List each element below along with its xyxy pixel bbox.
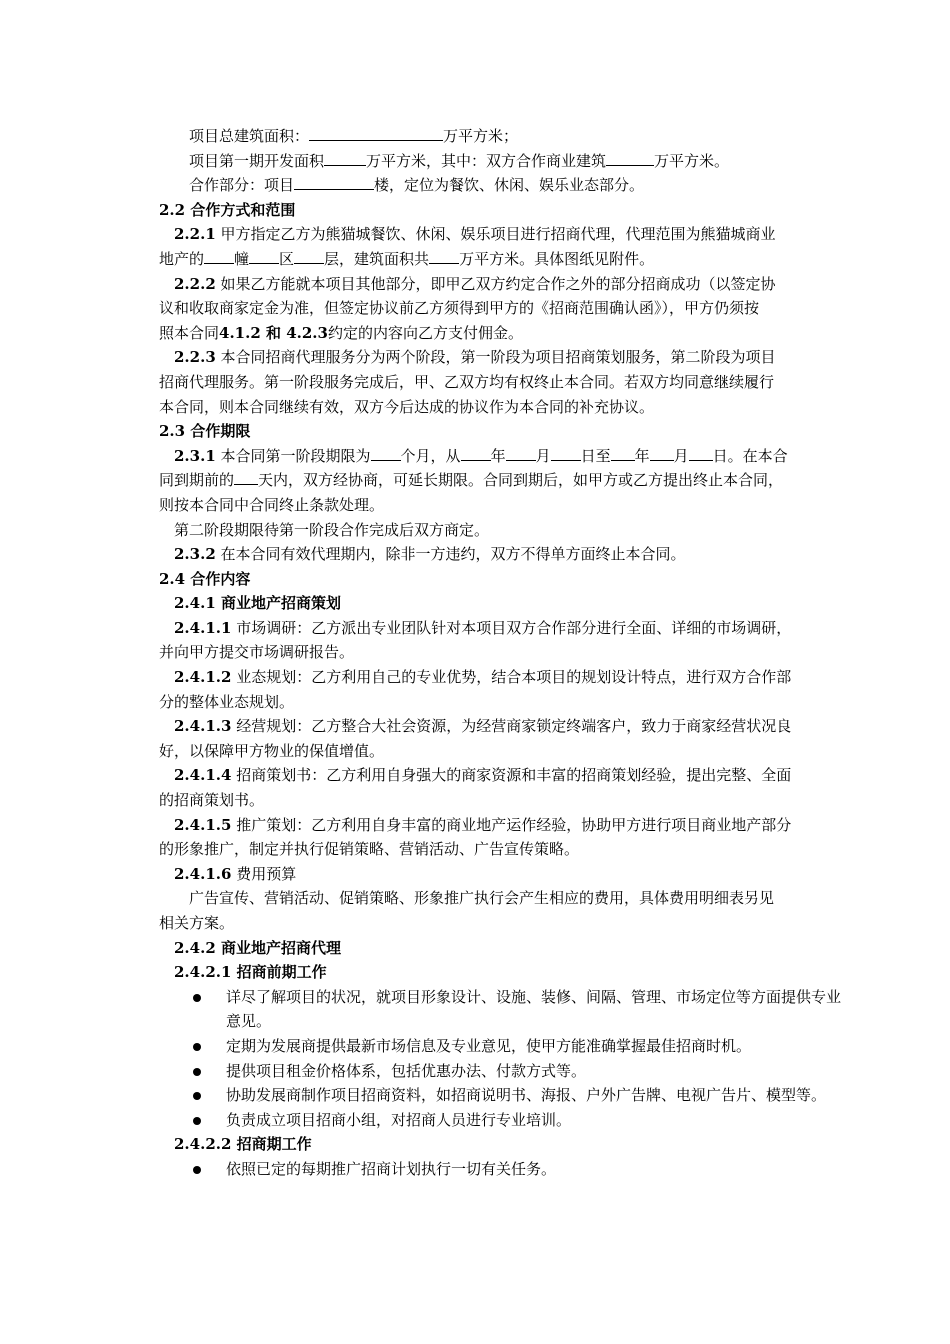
- paragraph-cont: 本合同，则本合同继续有效，双方今后达成的协议作为本合同的补充协议。: [159, 397, 655, 416]
- list-item: [159, 1034, 859, 1059]
- text: 本合同第一阶段期限为: [215, 446, 371, 465]
- list-item: [159, 1059, 859, 1084]
- paragraph-cont: 招商代理服务。第一阶段服务完成后，甲、乙双方均有权终止本合同。若双方均同意继续履行: [159, 372, 775, 391]
- bullet-icon: [193, 1092, 201, 1100]
- paragraph: [159, 616, 859, 641]
- list-item: [159, 1157, 859, 1182]
- blank-field: [234, 470, 258, 485]
- text: 项目第一期开发面积: [189, 151, 325, 170]
- text: 合作部分：项目: [189, 176, 295, 195]
- blank-field: [249, 249, 279, 264]
- clause-number: 2.2.2: [174, 274, 216, 293]
- text: 提供项目租金价格体系，包括优惠办法、付款方式等。: [226, 1061, 587, 1080]
- text: 万平方米。具体图纸见附件。: [459, 249, 655, 268]
- paragraph: [159, 763, 859, 788]
- paragraph-cont: [159, 468, 859, 493]
- clause-number: 2.4.1.3: [174, 717, 232, 736]
- blank-field: [551, 446, 581, 461]
- text: 负责成立项目招商小组，对招商人员进行专业培训。: [226, 1110, 572, 1129]
- text: 经营规划：乙方整合大社会资源，为经营商家锁定终端客户，致力于商家经营状况良: [231, 717, 792, 736]
- paragraph: [159, 173, 859, 198]
- blank-field: [506, 446, 536, 461]
- bullet-icon: [193, 1117, 201, 1125]
- text: 费用预算: [231, 864, 297, 883]
- blank-field: [461, 446, 491, 461]
- paragraph-cont: 则按本合同中合同终止条款处理。: [159, 495, 385, 514]
- paragraph-cont: 并向甲方提交市场调研报告。: [159, 643, 355, 662]
- blank-field: [309, 126, 443, 141]
- paragraph: 广告宣传、营销活动、促销策略、形象推广执行会产生相应的费用，具体费用明细表另见: [189, 889, 775, 908]
- paragraph: [159, 813, 859, 838]
- bullet-icon: [193, 1043, 201, 1051]
- text: 万平方米；: [443, 127, 519, 145]
- section-heading: 2.2 合作方式和范围: [159, 200, 296, 219]
- bullet-icon: [193, 1068, 201, 1076]
- text: 月: [535, 446, 551, 465]
- paragraph: [159, 345, 859, 370]
- text: 4.1.2 和 4.2.3: [219, 323, 328, 342]
- subsection-heading: 2.4.2.2 招商期工作: [174, 1135, 312, 1154]
- clause-number: 2.4.1.1: [174, 618, 232, 637]
- paragraph-cont: 好，以保障甲方物业的保值增值。: [159, 741, 385, 760]
- text: 市场调研：乙方派出专业团队针对本项目双方合作部分进行全面、详细的市场调研，: [231, 618, 792, 637]
- text: 协助发展商制作项目招商资料，如招商说明书、海报、户外广告牌、电视广告片、模型等。: [226, 1086, 827, 1105]
- paragraph: [159, 444, 859, 469]
- clause-number: 2.4.1.2: [174, 668, 232, 687]
- bullet-icon: [193, 1166, 201, 1174]
- text: 年: [490, 446, 506, 465]
- blank-field: [611, 446, 635, 461]
- paragraph-cont: [159, 247, 859, 272]
- clause-number: 2.3.1: [174, 446, 216, 465]
- subsection-heading: 2.4.2 商业地产招商代理: [174, 938, 341, 957]
- paragraph: [159, 714, 859, 739]
- text: 万平方米。: [654, 151, 730, 170]
- paragraph-cont: [159, 321, 859, 346]
- blank-field: [294, 175, 374, 190]
- text: 年: [634, 446, 650, 465]
- paragraph-cont: 相关方案。: [159, 914, 235, 932]
- clause-number: 2.3.2: [174, 545, 216, 564]
- text: 本合同招商代理服务分为两个阶段，第一阶段为项目招商策划服务，第二阶段为项目: [215, 348, 776, 367]
- section-heading: 2.4 合作内容: [159, 569, 251, 588]
- text: 招商策划书：乙方利用自身强大的商家资源和丰富的招商策划经验，提出完整、全面: [231, 766, 792, 785]
- text: 推广策划：乙方利用自身丰富的商业地产运作经验，协助甲方进行项目商业地产部分: [231, 815, 792, 834]
- blank-field: [324, 151, 366, 166]
- clause-number: 2.2.1: [174, 225, 216, 244]
- clause-number: 2.4.1.6: [174, 864, 232, 883]
- blank-field: [371, 446, 401, 461]
- text: 日。在本合: [712, 446, 788, 465]
- text: 万平方米，其中：双方合作商业建筑: [366, 151, 607, 170]
- text: 同到期前的: [159, 471, 235, 490]
- paragraph: [159, 272, 859, 297]
- paragraph-cont: 议和收取商家定金为准，但签定协议前乙方须得到甲方的《招商范围确认函》），甲方仍须按: [159, 299, 760, 318]
- document-page: [159, 124, 859, 1182]
- blank-field: [429, 249, 459, 264]
- text: 日至: [580, 446, 611, 465]
- text: 天内，双方经协商，可延长期限。合同到期后，如甲方或乙方提出终止本合同，: [258, 471, 784, 490]
- paragraph-cont: 的形象推广，制定并执行促销策略、营销活动、广告宣传策略。: [159, 840, 580, 859]
- blank-field: [204, 249, 234, 264]
- text: 如果乙方能就本项目其他部分，即甲乙双方约定合作之外的部分招商成功（以签定协: [215, 274, 776, 293]
- text: 幢: [234, 249, 250, 268]
- text: 楼，定位为餐饮、休闲、娱乐业态部分。: [374, 176, 645, 195]
- paragraph: 第二阶段期限待第一阶段合作完成后双方商定。: [174, 520, 490, 539]
- paragraph: [159, 124, 859, 149]
- clause-number: 2.4.1.5: [174, 815, 232, 834]
- clause-number: 2.2.3: [174, 348, 216, 367]
- list-item: [159, 1083, 846, 1108]
- text: 业态规划：乙方利用自己的专业优势，结合本项目的规划设计特点，进行双方合作部: [231, 668, 792, 687]
- text: 区: [279, 249, 295, 268]
- text: 甲方指定乙方为熊猫城餐饮、休闲、娱乐项目进行招商代理，代理范围为熊猫城商业: [215, 225, 776, 244]
- blank-field: [294, 249, 324, 264]
- text: 约定的内容向乙方支付佣金。: [327, 323, 523, 342]
- subsection-heading: 2.4.1 商业地产招商策划: [174, 594, 341, 613]
- clause-number: 2.4.1.4: [174, 766, 232, 785]
- text: 在本合同有效代理期内，除非一方违约，双方不得单方面终止本合同。: [215, 545, 686, 564]
- bullet-icon: [193, 994, 201, 1002]
- section-heading: 2.3 合作期限: [159, 422, 251, 441]
- subsection-heading: 2.4.2.1 招商前期工作: [174, 963, 327, 982]
- blank-field: [606, 151, 654, 166]
- paragraph: [159, 149, 859, 174]
- text: 详尽了解项目的状况，就项目形象设计、设施、装修、间隔、管理、市场定位等方面提供专业意见。: [226, 987, 842, 1031]
- paragraph-cont: 分的整体业态规划。: [159, 692, 295, 711]
- text: 照本合同: [159, 323, 220, 342]
- paragraph: [159, 222, 859, 247]
- paragraph: [159, 542, 859, 567]
- text: 项目总建筑面积：: [189, 127, 310, 145]
- text: 月: [673, 446, 689, 465]
- paragraph: [159, 862, 859, 887]
- blank-field: [689, 446, 713, 461]
- text: 定期为发展商提供最新市场信息及专业意见，使甲方能准确掌握最佳招商时机。: [226, 1036, 752, 1055]
- text: 依照已定的每期推广招商计划执行一切有关任务。: [226, 1159, 557, 1178]
- text: 层，建筑面积共: [324, 249, 430, 268]
- paragraph-cont: 的招商策划书。: [159, 791, 265, 810]
- paragraph: [159, 665, 859, 690]
- list-item: [159, 985, 846, 1034]
- list-item: [159, 1108, 859, 1133]
- blank-field: [650, 446, 674, 461]
- text: 个月，从: [400, 446, 461, 465]
- text: 地产的: [159, 249, 205, 268]
